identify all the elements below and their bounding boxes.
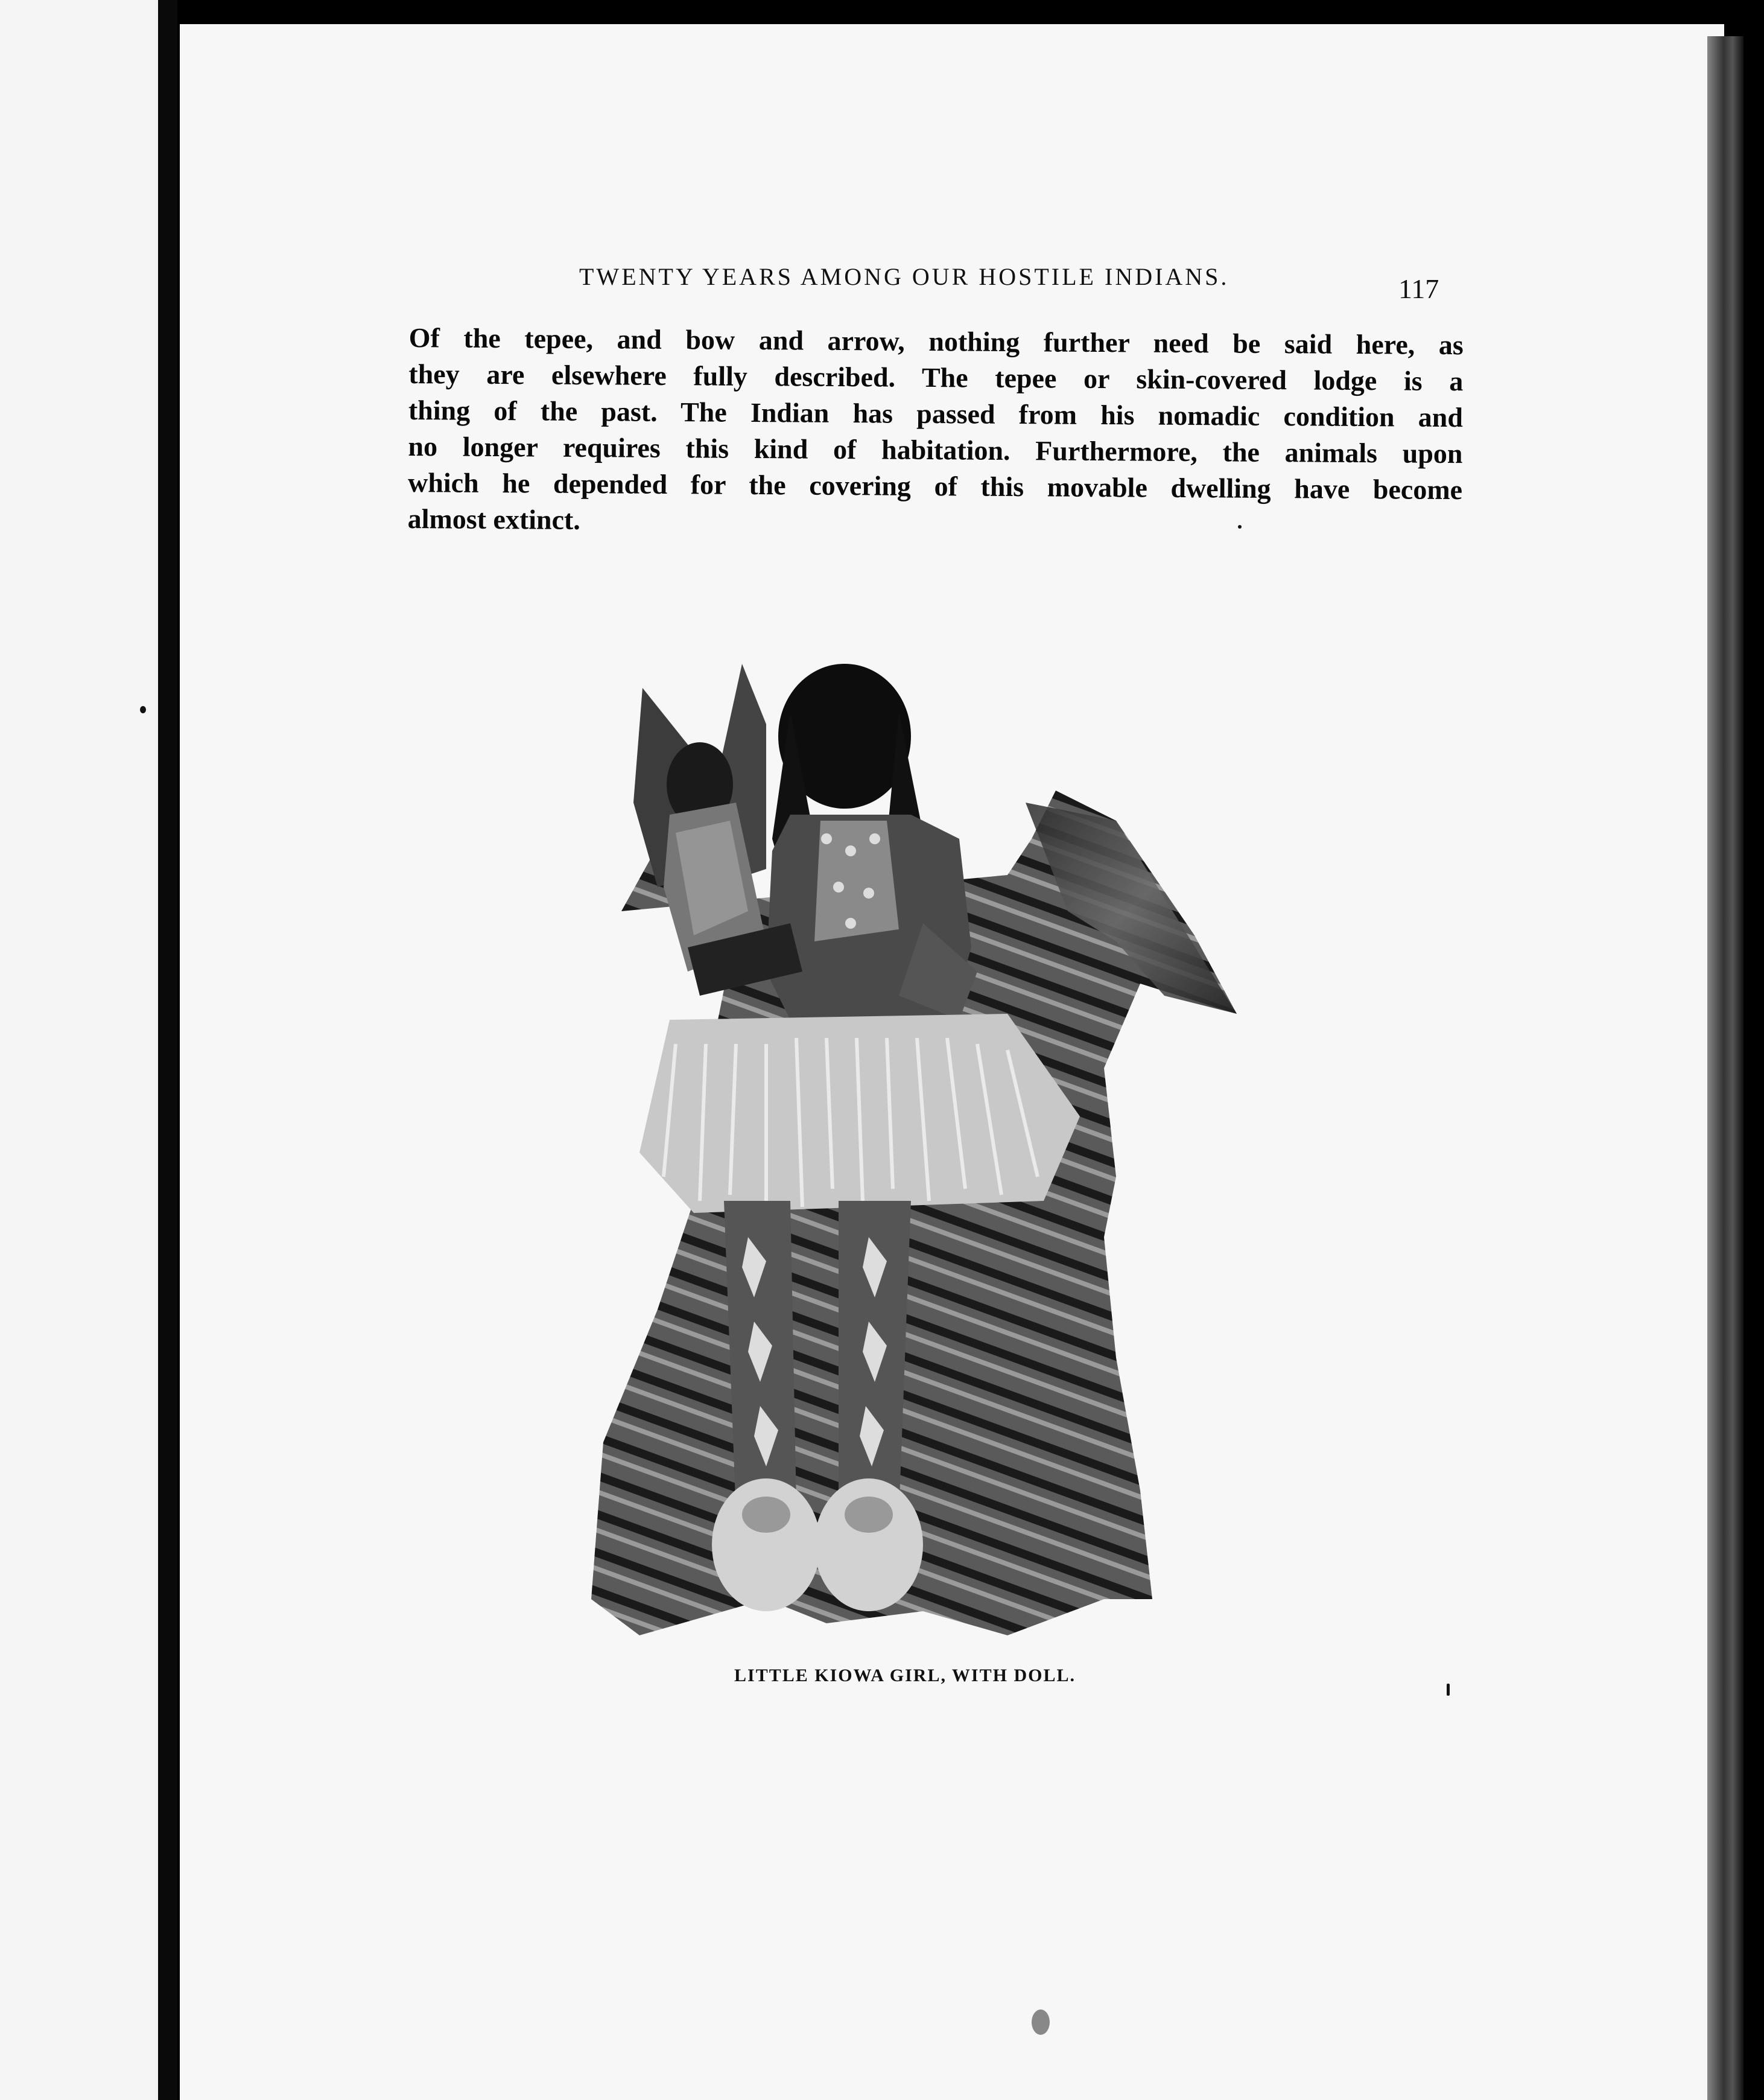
print-speck [140,706,146,713]
book-gutter [158,0,177,2100]
figure-caption: LITTLE KIOWA GIRL, WITH DOLL. [734,1666,1076,1685]
facing-page [0,0,158,2100]
print-speck [1447,1684,1450,1696]
paragraph-line: they are elsewhere fully described. The tepee or skin-covered lodge is a [408,358,1464,397]
print-speck [1032,2009,1050,2035]
paragraph-line: no longer requires this kind of habitation. Furthermore, the animals upon [408,430,1463,469]
paragraph-line: Of the tepee, and bow and arrow, nothing further need be said here, as [408,322,1464,361]
print-speck [1238,525,1242,529]
paragraph-line: almost extinct. [407,503,581,535]
paragraph-line: thing of the past. The Indian has passed from his nomadic condition and [408,394,1464,433]
page-edge-shadow [1707,36,1743,2100]
body-paragraph [407,320,1463,544]
paragraph-line: which he depended for the covering of this movable dwelling have become [407,466,1463,506]
running-head: TWENTY YEARS AMONG OUR HOSTILE INDIANS. [579,263,1229,290]
photograph-little-kiowa-girl [585,658,1249,1641]
photograph-illustration [585,658,1249,1641]
page-number: 117 [1398,273,1439,304]
